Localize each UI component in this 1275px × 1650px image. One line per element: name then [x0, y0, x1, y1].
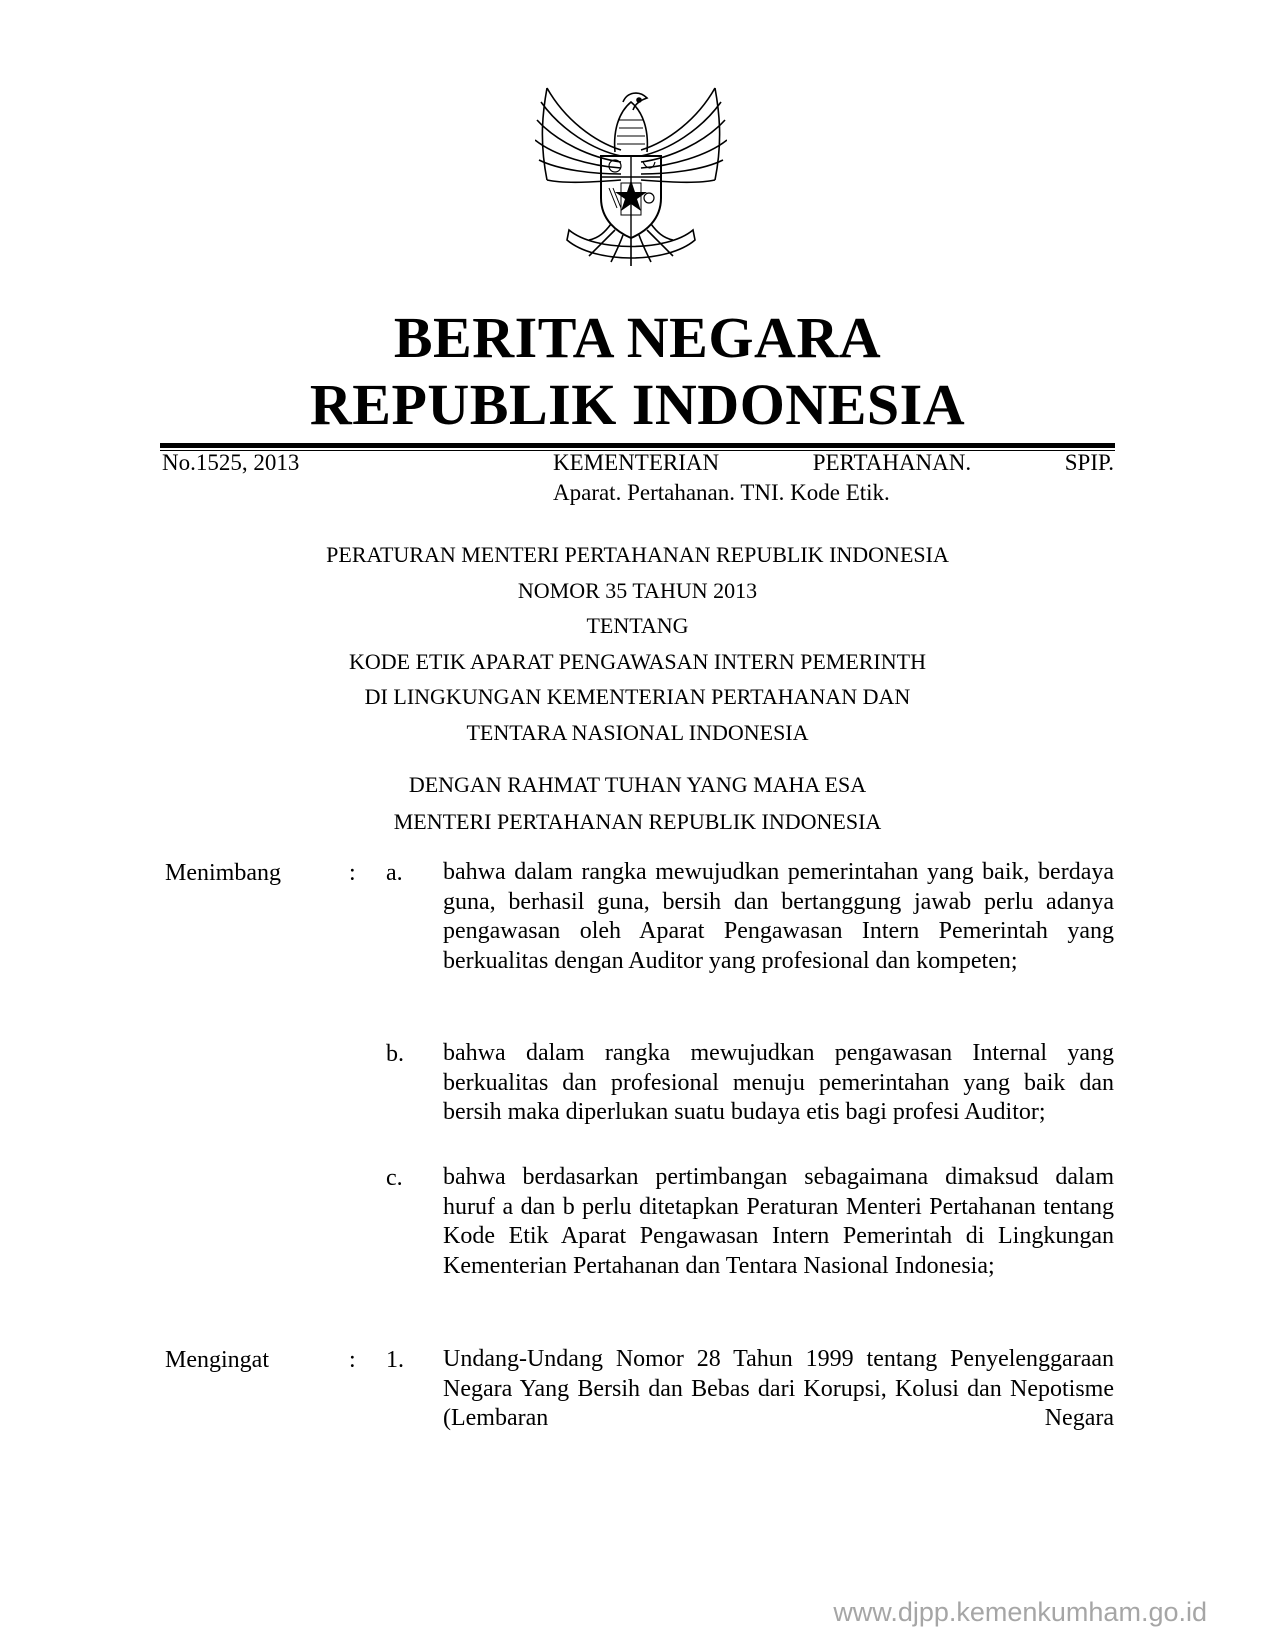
menimbang-item-c: bahwa berdasarkan pertimbangan sebagaimana dimaksud dalam huruf a dan b perlu ditetapkan Peraturan Menteri Pertahanan tentang Kode Etik Aparat Pengawasan Intern Pemerintah di Lingkungan Kementerian Pertahanan dan Tentara Nasional Indonesia;	[443, 1164, 1114, 1280]
regulation-title	[160, 537, 1115, 750]
garuda-emblem-icon	[535, 80, 727, 280]
menimbang-label: Menimbang	[165, 860, 281, 886]
masthead-line-1: BERITA NEGARA	[393, 305, 882, 370]
mengingat-item-1: Undang-Undang Nomor 28 Tahun 1999 tentang Penyelenggaraan Negara Yang Bersih dan Bebas dari Korupsi, Kolusi dan Nepotisme (Lembaran Negara	[443, 1346, 1114, 1432]
gazette-category	[553, 448, 1114, 508]
title-line: NOMOR 35 TAHUN 2013	[517, 577, 758, 603]
menimbang-item-a: bahwa dalam rangka mewujudkan pemerintahan yang baik, berdaya guna, berhasil guna, bersih dan bertanggung jawab perlu adanya pengawasan oleh Aparat Pengawasan Intern Pemerintah yang berkualitas dengan Auditor yang profesional dan kompeten;	[443, 859, 1114, 975]
title-line: KODE ETIK APARAT PENGAWASAN INTERN PEMERINTH	[349, 648, 926, 674]
category-word: SPIP.	[1064, 450, 1114, 475]
opening-formula	[160, 767, 1115, 839]
footer-source-url: www.djpp.kemenkumham.go.id	[833, 1597, 1207, 1627]
title-line: TENTARA NASIONAL INDONESIA	[466, 719, 809, 745]
title-line: PERATURAN MENTERI PERTAHANAN REPUBLIK INDONESIA	[326, 542, 949, 567]
opening-line: DENGAN RAHMAT TUHAN YANG MAHA ESA	[408, 772, 867, 797]
category-word: PERTAHANAN.	[812, 450, 972, 475]
category-word: KEMENTERIAN	[553, 450, 720, 475]
item-marker: 1.	[386, 1347, 404, 1373]
gazette-category-line-2: Aparat. Pertahanan. TNI. Kode Etik.	[553, 480, 890, 505]
masthead-line-2: REPUBLIK INDONESIA	[309, 372, 966, 437]
item-marker: b.	[386, 1041, 404, 1067]
item-marker: c.	[386, 1165, 403, 1191]
title-line: DI LINGKUNGAN KEMENTERIAN PERTAHANAN DAN	[364, 684, 911, 709]
mengingat-label: Mengingat	[165, 1347, 269, 1373]
item-marker: a.	[386, 860, 403, 886]
gazette-category-line-1	[553, 448, 1114, 478]
menimbang-item-b: bahwa dalam rangka mewujudkan pengawasan Internal yang berkualitas dan profesional menuju pemerintahan yang baik dan bersih maka diperlukan suatu budaya etis bagi profesi Auditor;	[443, 1040, 1114, 1126]
menimbang-colon: :	[349, 860, 356, 886]
title-line: TENTANG	[586, 613, 689, 638]
opening-line: MENTERI PERTAHANAN REPUBLIK INDONESIA	[393, 808, 882, 834]
mengingat-colon: :	[349, 1347, 356, 1373]
gazette-number: No.1525, 2013	[162, 450, 300, 475]
